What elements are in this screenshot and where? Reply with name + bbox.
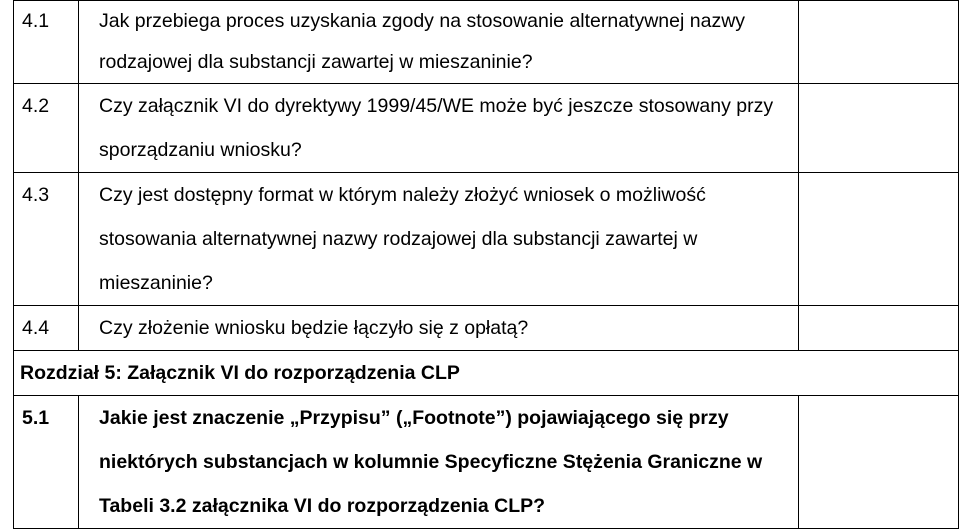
table-row xyxy=(14,396,959,529)
question-text xyxy=(79,173,799,306)
table-row xyxy=(14,1,959,84)
table-row xyxy=(14,306,959,351)
question-label: Czy jest dostępny format w którym należy złożyć wniosek o możliwość stosowania alternatywnej nazwy rodzajowej dla substancji zawartej w mieszaninie? xyxy=(99,184,706,294)
question-label: Jak przebiega proces uzyskania zgody na stosowanie alternatywnej nazwy rodzajowej dla substancji zawartej w mieszaninie? xyxy=(99,10,746,73)
question-label: Czy złożenie wniosku będzie łączyło się z opłatą? xyxy=(99,317,529,339)
question-number: 4.1 xyxy=(14,1,79,84)
question-number: 4.3 xyxy=(14,173,79,306)
question-number: 5.1 xyxy=(14,396,79,529)
section-title: Rozdział 5: Załącznik VI do rozporządzenia CLP xyxy=(14,351,959,396)
section-header-row xyxy=(14,351,959,396)
question-text xyxy=(79,1,799,84)
answer-cell xyxy=(799,396,959,529)
table-row xyxy=(14,173,959,306)
answer-cell xyxy=(799,306,959,351)
question-label: Czy załącznik VI do dyrektywy 1999/45/WE może być jeszcze stosowany przy sporządzaniu wniosku? xyxy=(99,95,774,161)
answer-cell xyxy=(799,84,959,173)
faq-table xyxy=(13,0,959,529)
question-label: Jakie jest znaczenie „Przypisu” („Footnote”) pojawiającego się przy niektórych substancjach w kolumnie Specyficzne Stężenia Graniczne w Tabeli 3.2 załącznika VI do rozporządzenia CLP? xyxy=(99,407,763,517)
question-text xyxy=(79,306,799,351)
answer-cell xyxy=(799,1,959,84)
question-number: 4.2 xyxy=(14,84,79,173)
answer-cell xyxy=(799,173,959,306)
question-number: 4.4 xyxy=(14,306,79,351)
table-row xyxy=(14,84,959,173)
question-text xyxy=(79,396,799,529)
question-text xyxy=(79,84,799,173)
